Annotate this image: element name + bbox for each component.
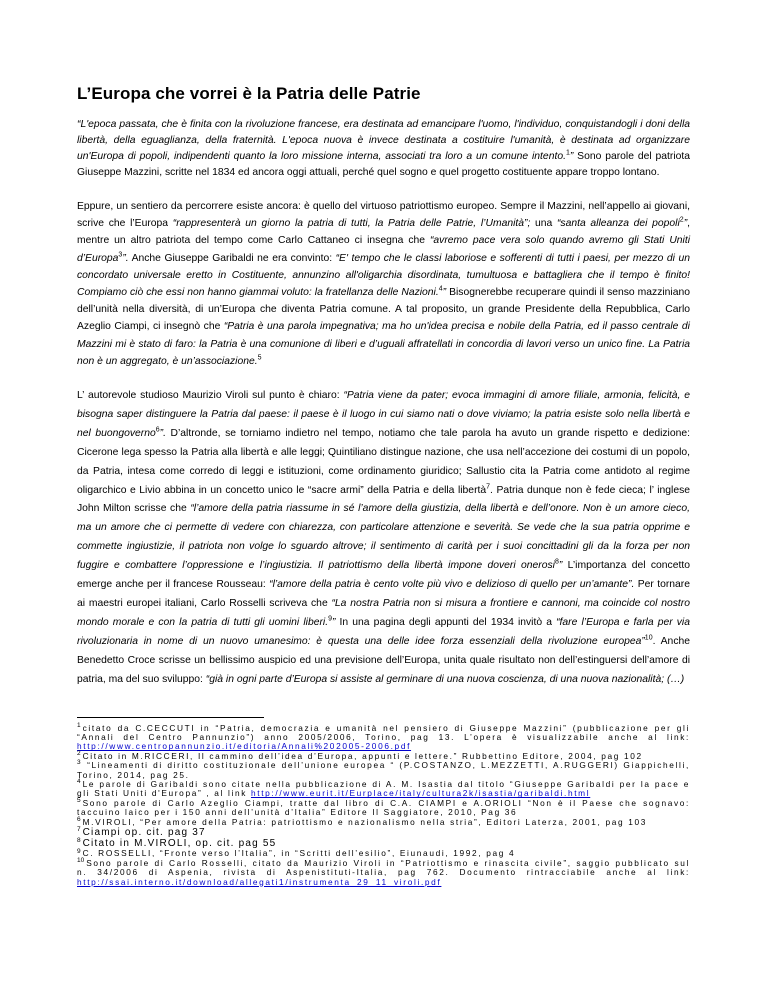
footnote-number: 7 xyxy=(77,825,81,833)
paragraph-2 xyxy=(77,198,690,370)
footnote-ref: 5 xyxy=(257,354,262,362)
quote-run: “l’amore della patria è cento volte più vivo e delizioso di quello per un’amante”. xyxy=(269,579,635,591)
footnote xyxy=(77,721,690,752)
quote-run: “fare l’Europa e farla per via rivoluzionaria in nome di un nuovo umanesimo: è questa una delle idee forza essenziali della rivoluzione europea” xyxy=(77,616,690,647)
quote-run: “santa alleanza dei popoli xyxy=(556,218,680,230)
document-page xyxy=(77,84,690,887)
footnote-text: “Lineamenti di diritto costituzionale dell’unione europea “ (P.COSTANZO, L.MEZZETTI, A.RUGGERI) Giappichelli, Torino, 2014, pag 25. xyxy=(77,760,690,780)
quote-run: “E' tempo che le classi laboriose e sofferenti di tutti i paesi, per mezzo di un concordato universale eretto in Costituente, annunzino all'oligarchia disordinata, tumultuosa e battagliera che il tempo è finito! Compiamo ciò che essi non hanno giammai voluto: la fratellanza delle Nazioni. xyxy=(77,252,691,299)
footnote-text: Citato in M.VIROLI, op. cit. pag 55 xyxy=(82,838,277,850)
footnote-ref: 1 xyxy=(565,149,570,157)
footnote-ref: 6 xyxy=(155,426,160,434)
text-run: , mentre un altro patriota del tempo come Carlo Cattaneo ci insegna che xyxy=(77,218,691,247)
text-run: Eppure, un sentiero da percorrere esiste ancora: è quello del virtuoso patriottismo europeo. Sempre il Mazzini, nell’appello ai giovani, scrive che l’Europa xyxy=(77,201,690,230)
quote-run: “L'epoca passata, che è finita con la rivoluzione francese, era destinata ad emancipare l'uomo, l'individuo, conquistandogli i doni della libertà, della eguaglianza, della fraternità. L'epoca nuova è invece destinata a costituire l'umanità, è destinata ad organizzare un'Europa di popoli, indipendenti quanto la loro missione interna, associati tra loro a un comune intento. xyxy=(77,119,690,162)
quote-run: “rappresenterà un giorno la patria di tutti, la Patria delle Patrie, l’Umanità”; xyxy=(172,218,531,230)
footnote-ref: 4 xyxy=(438,285,443,293)
text-run: Sono parole del patriota Giuseppe Mazzini, scritte nel 1834 ed ancora oggi attuali, perché quel sogno e quel progetto costituente appare troppo lontano. xyxy=(77,151,690,178)
footnote-number: 5 xyxy=(77,797,81,805)
paragraph-1 xyxy=(77,117,690,181)
footnote-number: 2 xyxy=(77,749,81,757)
quote-run: “già in ogni parte d’Europa si assiste al germinare di una nuova coscienza, di una nuova nazionalità; (…) xyxy=(205,673,685,685)
footnote xyxy=(77,761,690,780)
quote-run: ” xyxy=(442,287,447,299)
text-run: Anche Giuseppe Garibaldi ne era convinto: xyxy=(128,252,336,264)
text-run: L’ autorevole studioso Maurizio Viroli sul punto è chiaro: xyxy=(77,390,344,402)
text-run: una xyxy=(530,218,557,230)
quote-run: ” xyxy=(569,151,574,162)
footnote-number: 3 xyxy=(77,759,81,767)
quote-run: ” xyxy=(331,616,336,628)
footnote-ref: 9 xyxy=(328,615,332,623)
footnote-text: Sono parole di Carlo Rosselli, citato da Maurizio Viroli in “Patriottismo e rinascita civile”, saggio pubblicato sul n. 34/2006 di Aspenia, rivista di Aspenistituti-Italia, pag 762. Documento rintracciabile anche al link: xyxy=(77,857,690,878)
footnote-separator xyxy=(77,717,264,718)
footnote xyxy=(77,859,690,887)
text-run: L’importanza del concetto emerge anche per il francese Rousseau: xyxy=(77,560,690,591)
text-run: Per tornare ai maestri europei italiani, Carlo Rosselli scriveva che xyxy=(77,579,690,609)
footnote-number: 4 xyxy=(77,778,81,786)
quote-run: “Patria viene da pater; evoca immagini di amore filiale, armonia, felicità, e bisogna saper distinguere la Patria dal paese: il paese è il luogo in cui siamo nati o dove viviamo; la patria esiste solo nella libertà e nel buongoverno xyxy=(77,390,690,439)
footnote xyxy=(77,780,690,799)
footnote xyxy=(77,799,690,818)
text-run: In una pagina degli appunti del 1934 invitò a xyxy=(335,616,557,628)
footnote xyxy=(77,827,690,838)
text-run: D’altronde, se torniamo indietro nel tempo, notiamo che tale parola ha avuto un grande rispetto e dedizione: Cicerone lega spesso la Patria alla libertà e alle leggi; Quintiliano distingue nazione, che usa nell’accezione dei costumi di un popolo, da Patria, intesa come corredo di leggi e istituzioni, come ordinamento giuridico; Sallustio cita la Patria come antidoto al regime oligarchico e Livio abbina in un concetto unico le “sacre armi” della Patria e della libertà xyxy=(77,427,690,496)
footnote-ref: 2 xyxy=(679,216,684,224)
text-run: . Patria dunque non è fede cieca; l’ inglese John Milton scrisse che xyxy=(77,484,690,515)
footnote-number: 10 xyxy=(77,857,85,865)
quote-run: ”. xyxy=(159,427,166,439)
footnotes xyxy=(77,721,690,888)
footnote-text: Sono parole di Carlo Azeglio Ciampi, tratte dal libro di C.A. CIAMPI e A.ORIOLI “Non è il Paese che sognavo: taccuino laico per i 150 anni dell’unità d’Italia” Editore Il Saggiatore, 2010, Pag 36 xyxy=(77,797,690,818)
footnote-link[interactable]: http://www.eurit.it/Eurplace/italy/cultura2k/isastia/garibaldi.html xyxy=(250,788,591,799)
footnote-ref: 3 xyxy=(118,251,123,259)
footnote xyxy=(77,815,690,827)
quote-run: ”. xyxy=(122,252,129,264)
footnote-ref: 7 xyxy=(486,483,491,491)
footnote-number: 9 xyxy=(77,847,81,855)
footnote-ref: 8 xyxy=(554,558,559,566)
quote-run: “l’amore della patria riassume in sé l’amore della giustizia, della libertà e dell’onore. Non è un amore cieco, ma un amore che ci permette di vedere con chiarezza, con particolare attenzione e severità. Se vede che la sua patria opprime e commette ingiustizie, il patriota non volge lo sguardo altrove; il sentimento di carità per i suoi concittadini gli da la forza per non fuggire e combattere l’oppressione e l’ingiustizia. Il patriottismo della libertà impone doveri onerosi xyxy=(77,503,690,572)
footnote-link[interactable]: http://ssai.interno.it/download/allegati1/instrumenta_29_11_viroli.pdf xyxy=(77,876,442,887)
quote-run: “avremo pace vera solo quando avremo gli Stati Uniti d’Europa xyxy=(77,235,691,264)
footnote-text: C. ROSSELLI, “Fronte verso l’Italia”, in “Scritti dell’esilio”, Eiunaudi, 1992, pag 4 xyxy=(82,848,516,859)
document-title: L’Europa che vorrei è la Patria delle Patrie xyxy=(77,84,421,103)
text-run: . Anche Benedetto Croce scrisse un bellissimo auspicio ed una previsione dell’Europa, unita quale risultato non dell’estinguersi dell’amore di patria, ma del suo sviluppo: xyxy=(77,635,690,685)
footnote-text: Le parole di Garibaldi sono citate nella pubblicazione di A. M. Isastia dal titolo “Giuseppe Garibaldi per la pace e gli Stati Uniti d'Europa” , al link xyxy=(77,778,690,799)
footnote-text: M.VIROLI, “Per amore della Patria: patriottismo e nazionalismo nella stria”, Editori Laterza, 2001, pag 103 xyxy=(82,816,648,827)
paragraph-3 xyxy=(77,387,690,690)
quote-run: “La nostra Patria non si misura a frontiere e cannoni, ma coincide col nostro mondo morale e con la patria di tutti gli uomini liberi. xyxy=(77,598,690,628)
footnote-number: 1 xyxy=(77,721,81,729)
quote-run: ” xyxy=(558,560,563,572)
footnote-text: citato da C.CECCUTI in “Patria, democrazia e umanità nel pensiero di Giuseppe Mazzini” (pubblicazione per gli “Annali del Centro Pannunzio”) anno 2005/2006, Torino, pag 13. L’opera è visualizzabile anche al link: xyxy=(77,722,690,742)
footnote-text: Ciampi op. cit. pag 37 xyxy=(82,827,206,838)
quote-run: “Patria è una parola impegnativa; ma ho un'idea precisa e nobile della Patria, ed il passo centrale di Mazzini mi è stato di faro: la Patria è una comunione di liberi e d’uguali affratellati in concordia di lavori verso un unico fine. La Patria non è un aggregato, è un’associazione. xyxy=(77,321,690,367)
footnote-link[interactable]: http://www.centropannunzio.it/editoria/Annali%202005-2006.pdf xyxy=(77,741,412,752)
footnote-number: 8 xyxy=(77,836,81,844)
footnote-text: Citato in M.RICCERI, Il cammino dell’idea d’Europa, appunti e lettere.” Rubbettino Editore, 2004, pag 102 xyxy=(82,750,643,761)
footnote-number: 6 xyxy=(77,815,81,823)
quote-run: ” xyxy=(683,218,688,230)
text-run: Bisognerebbe recuperare quindi il senso mazziniano dell’unità nella diversità, di un’Europa che diventa Patria comune. A tal proposito, un grande Presidente della Repubblica, Carlo Azeglio Ciampi, ci insegnò che xyxy=(77,287,690,333)
footnote-ref: 10 xyxy=(644,634,653,642)
